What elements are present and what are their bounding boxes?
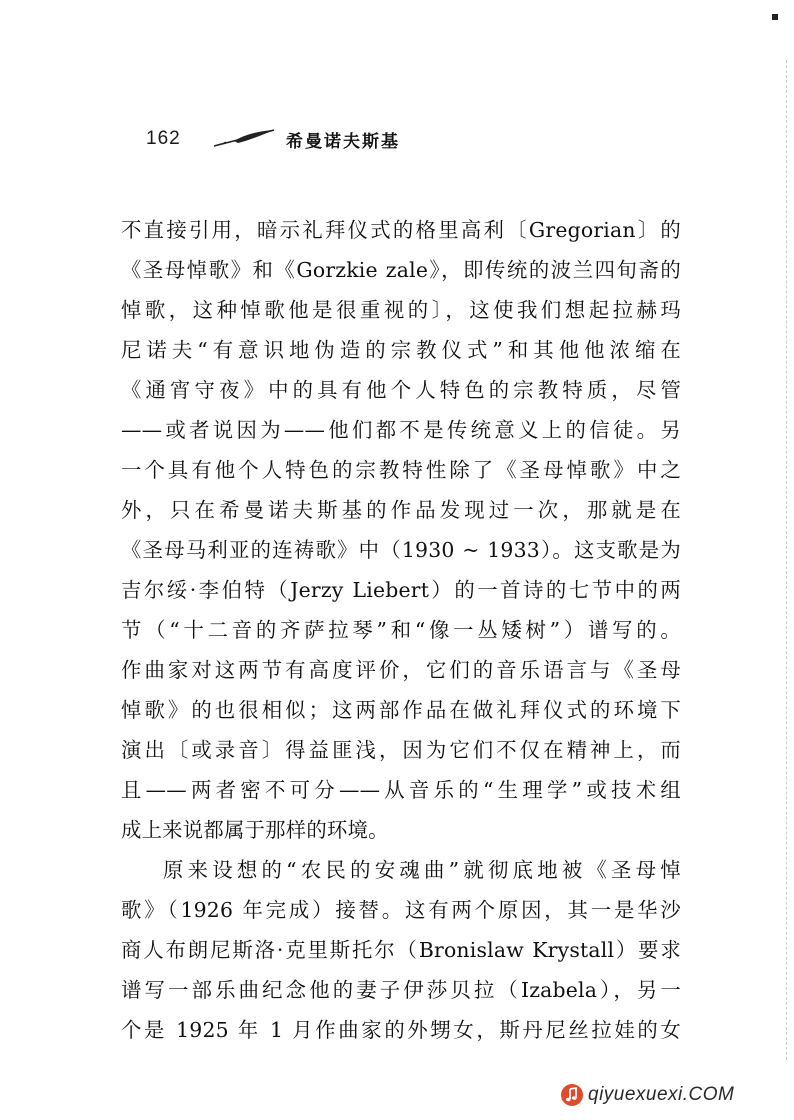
page-header — [146, 126, 666, 156]
text-line: 《圣母悼歌》和《Gorzkie zale》，即传统的波兰四旬斋的 — [121, 258, 681, 282]
text-line: 《圣母马利亚的连祷歌》中（1930 ~ 1933）。这支歌是为 — [121, 538, 681, 562]
text-line: 作曲家对这两节有高度评价，它们的音乐语言与《圣母 — [121, 658, 681, 682]
text-line: 成上来说都属于那样的环境。 — [121, 818, 389, 842]
watermark-text: qiyuexuexi.COM — [588, 1084, 735, 1105]
page-edge-guide — [786, 60, 788, 1060]
text-line: 尼诺夫“有意识地伪造的宗教仪式”和其他他浓缩在 — [121, 338, 681, 362]
running-title: 希曼诺夫斯基 — [286, 132, 400, 152]
text-line: 谱写一部乐曲纪念他的妻子伊莎贝拉（Izabela），另一 — [121, 978, 681, 1002]
text-line: 个是 1925 年 1 月作曲家的外甥女，斯丹尼丝拉娃的女 — [121, 1018, 681, 1042]
text-line: 悼歌》的也很相似；这两部作品在做礼拜仪式的环境下 — [121, 698, 681, 722]
text-line: 《通宵守夜》中的具有他个人特色的宗教特质，尽管 — [121, 378, 681, 402]
text-line: 演出〔或录音〕得益匪浅，因为它们不仅在精神上，而 — [121, 738, 681, 762]
page-number: 162 — [146, 128, 181, 149]
text-line: 且——两者密不可分——从音乐的“生理学”或技术组 — [121, 778, 681, 802]
text-line: 悼歌，这种悼歌他是很重视的〕，这使我们想起拉赫玛 — [121, 298, 681, 322]
body-text — [121, 210, 681, 1050]
corner-crop-mark — [772, 14, 778, 20]
text-line: 一个具有他个人特色的宗教特性除了《圣母悼歌》中之 — [121, 458, 681, 482]
text-line: 节（“十二音的齐萨拉琴”和“像一丛矮树”）谱写的。 — [121, 618, 681, 642]
text-line: 不直接引用，暗示礼拜仪式的格里高利〔Gregorian〕的 — [121, 218, 681, 242]
quill-ornament-icon — [212, 126, 276, 150]
text-line: 吉尔绥·李伯特（Jerzy Liebert）的一首诗的七节中的两 — [121, 578, 681, 602]
text-line: 歌》（1926 年完成）接替。这有两个原因，其一是华沙 — [121, 898, 681, 922]
paragraph-first-line: 原来设想的“农民的安魂曲”就彻底地被《圣母悼 — [163, 858, 681, 882]
music-note-logo-icon — [560, 1083, 584, 1107]
site-watermark — [560, 1080, 780, 1110]
text-line: 外，只在希曼诺夫斯基的作品发现过一次，那就是在 — [121, 498, 681, 522]
text-line: 商人布朗尼斯洛·克里斯托尔（Bronislaw Krystall）要求 — [121, 938, 681, 962]
text-line: ——或者说因为——他们都不是传统意义上的信徒。另 — [121, 418, 681, 442]
